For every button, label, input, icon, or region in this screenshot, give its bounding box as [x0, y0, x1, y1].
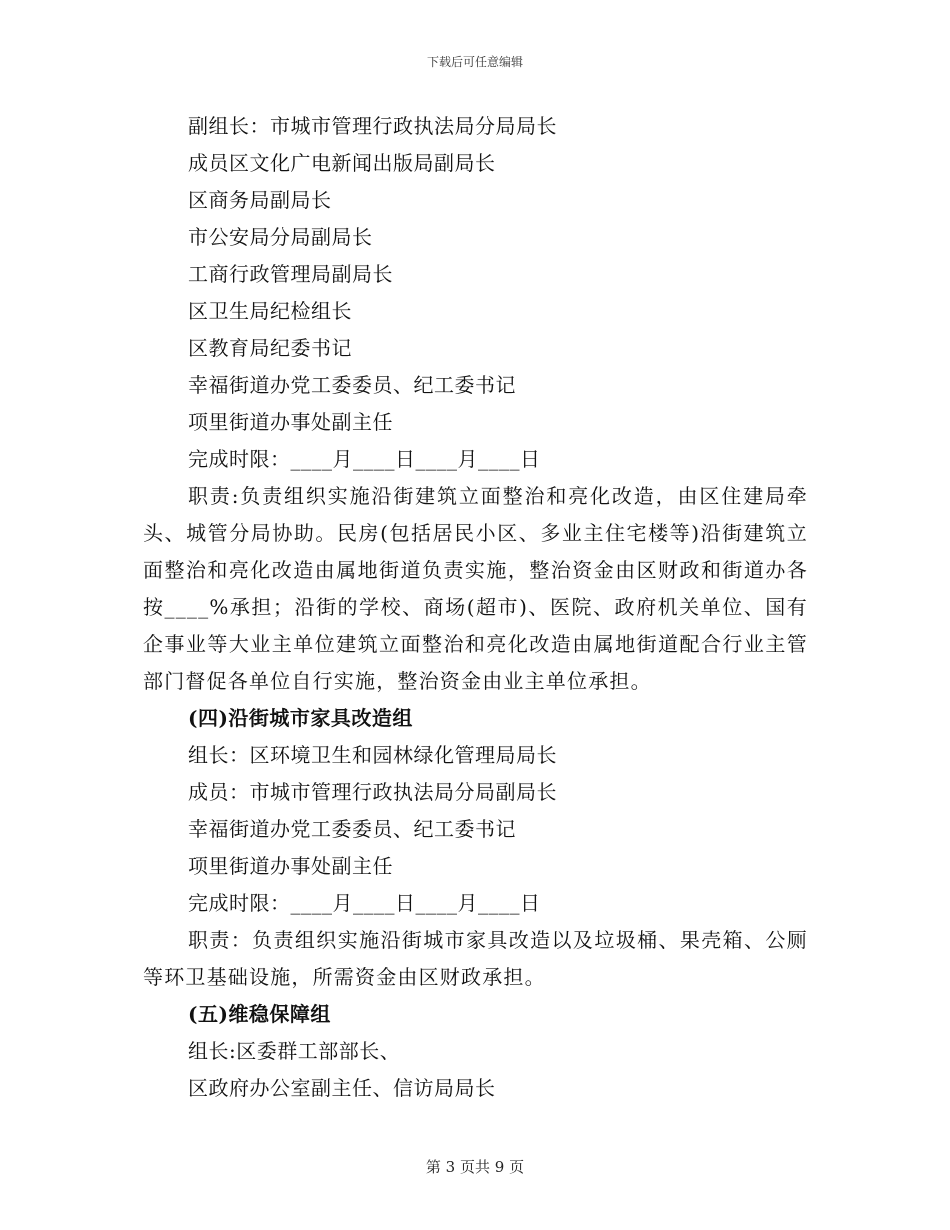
- text-line: 工商行政管理局副局长: [188, 262, 393, 286]
- text-line: 区教育局纪委书记: [188, 336, 352, 360]
- text-line: 成员：市城市管理行政执法局分局副局长: [188, 780, 557, 804]
- duty-paragraph: 职责：负责组织实施沿街城市家具改造以及垃圾桶、果壳箱、公厕等环卫基础设施，所需资金由区财政承担。: [143, 928, 808, 989]
- deadline-line: 完成时限：____月____日____月____日: [188, 447, 541, 471]
- section-heading: (五)维稳保障组: [188, 1002, 331, 1026]
- text-line: 区卫生局纪检组长: [188, 299, 352, 323]
- section-heading: (四)沿街城市家具改造组: [188, 706, 413, 730]
- deadline-line: 完成时限：____月____日____月____日: [188, 891, 541, 915]
- page-header-note: 下载后可任意编辑: [426, 55, 523, 69]
- text-line: 组长:区委群工部部长、: [188, 1039, 401, 1063]
- text-line: 市公安局分局副局长: [188, 225, 373, 249]
- text-line: 项里街道办事处副主任: [188, 410, 393, 434]
- duty-paragraph: 职责:负责组织实施沿街建筑立面整治和亮化改造，由区住建局牵头、城管分局协助。民房(包括居民小区、多业主住宅楼等)沿街建筑立面整治和亮化改造由属地街道负责实施，整治资金由区财政和街道办各按____%承担；沿街的学校、商场(超市)、医院、政府机关单位、国有企事业等大业主单位建筑立面整治和亮化改造由属地街道配合行业主管部门督促各单位自行实施，整治资金由业主单位承担。: [143, 484, 808, 693]
- text-line: 副组长：市城市管理行政执法局分局局长: [188, 114, 557, 138]
- text-line: 成员区文化广电新闻出版局副局长: [188, 151, 496, 175]
- text-line: 幸福街道办党工委委员、纪工委书记: [188, 817, 516, 841]
- document-body: [143, 108, 808, 1107]
- page-number: 第 3 页共 9 页: [425, 1158, 525, 1176]
- text-line: 区政府办公室副主任、信访局局长: [188, 1076, 496, 1100]
- text-line: 区商务局副局长: [188, 188, 332, 212]
- text-line: 项里街道办事处副主任: [188, 854, 393, 878]
- text-line: 幸福街道办党工委委员、纪工委书记: [188, 373, 516, 397]
- text-line: 组长：区环境卫生和园林绿化管理局局长: [188, 743, 557, 767]
